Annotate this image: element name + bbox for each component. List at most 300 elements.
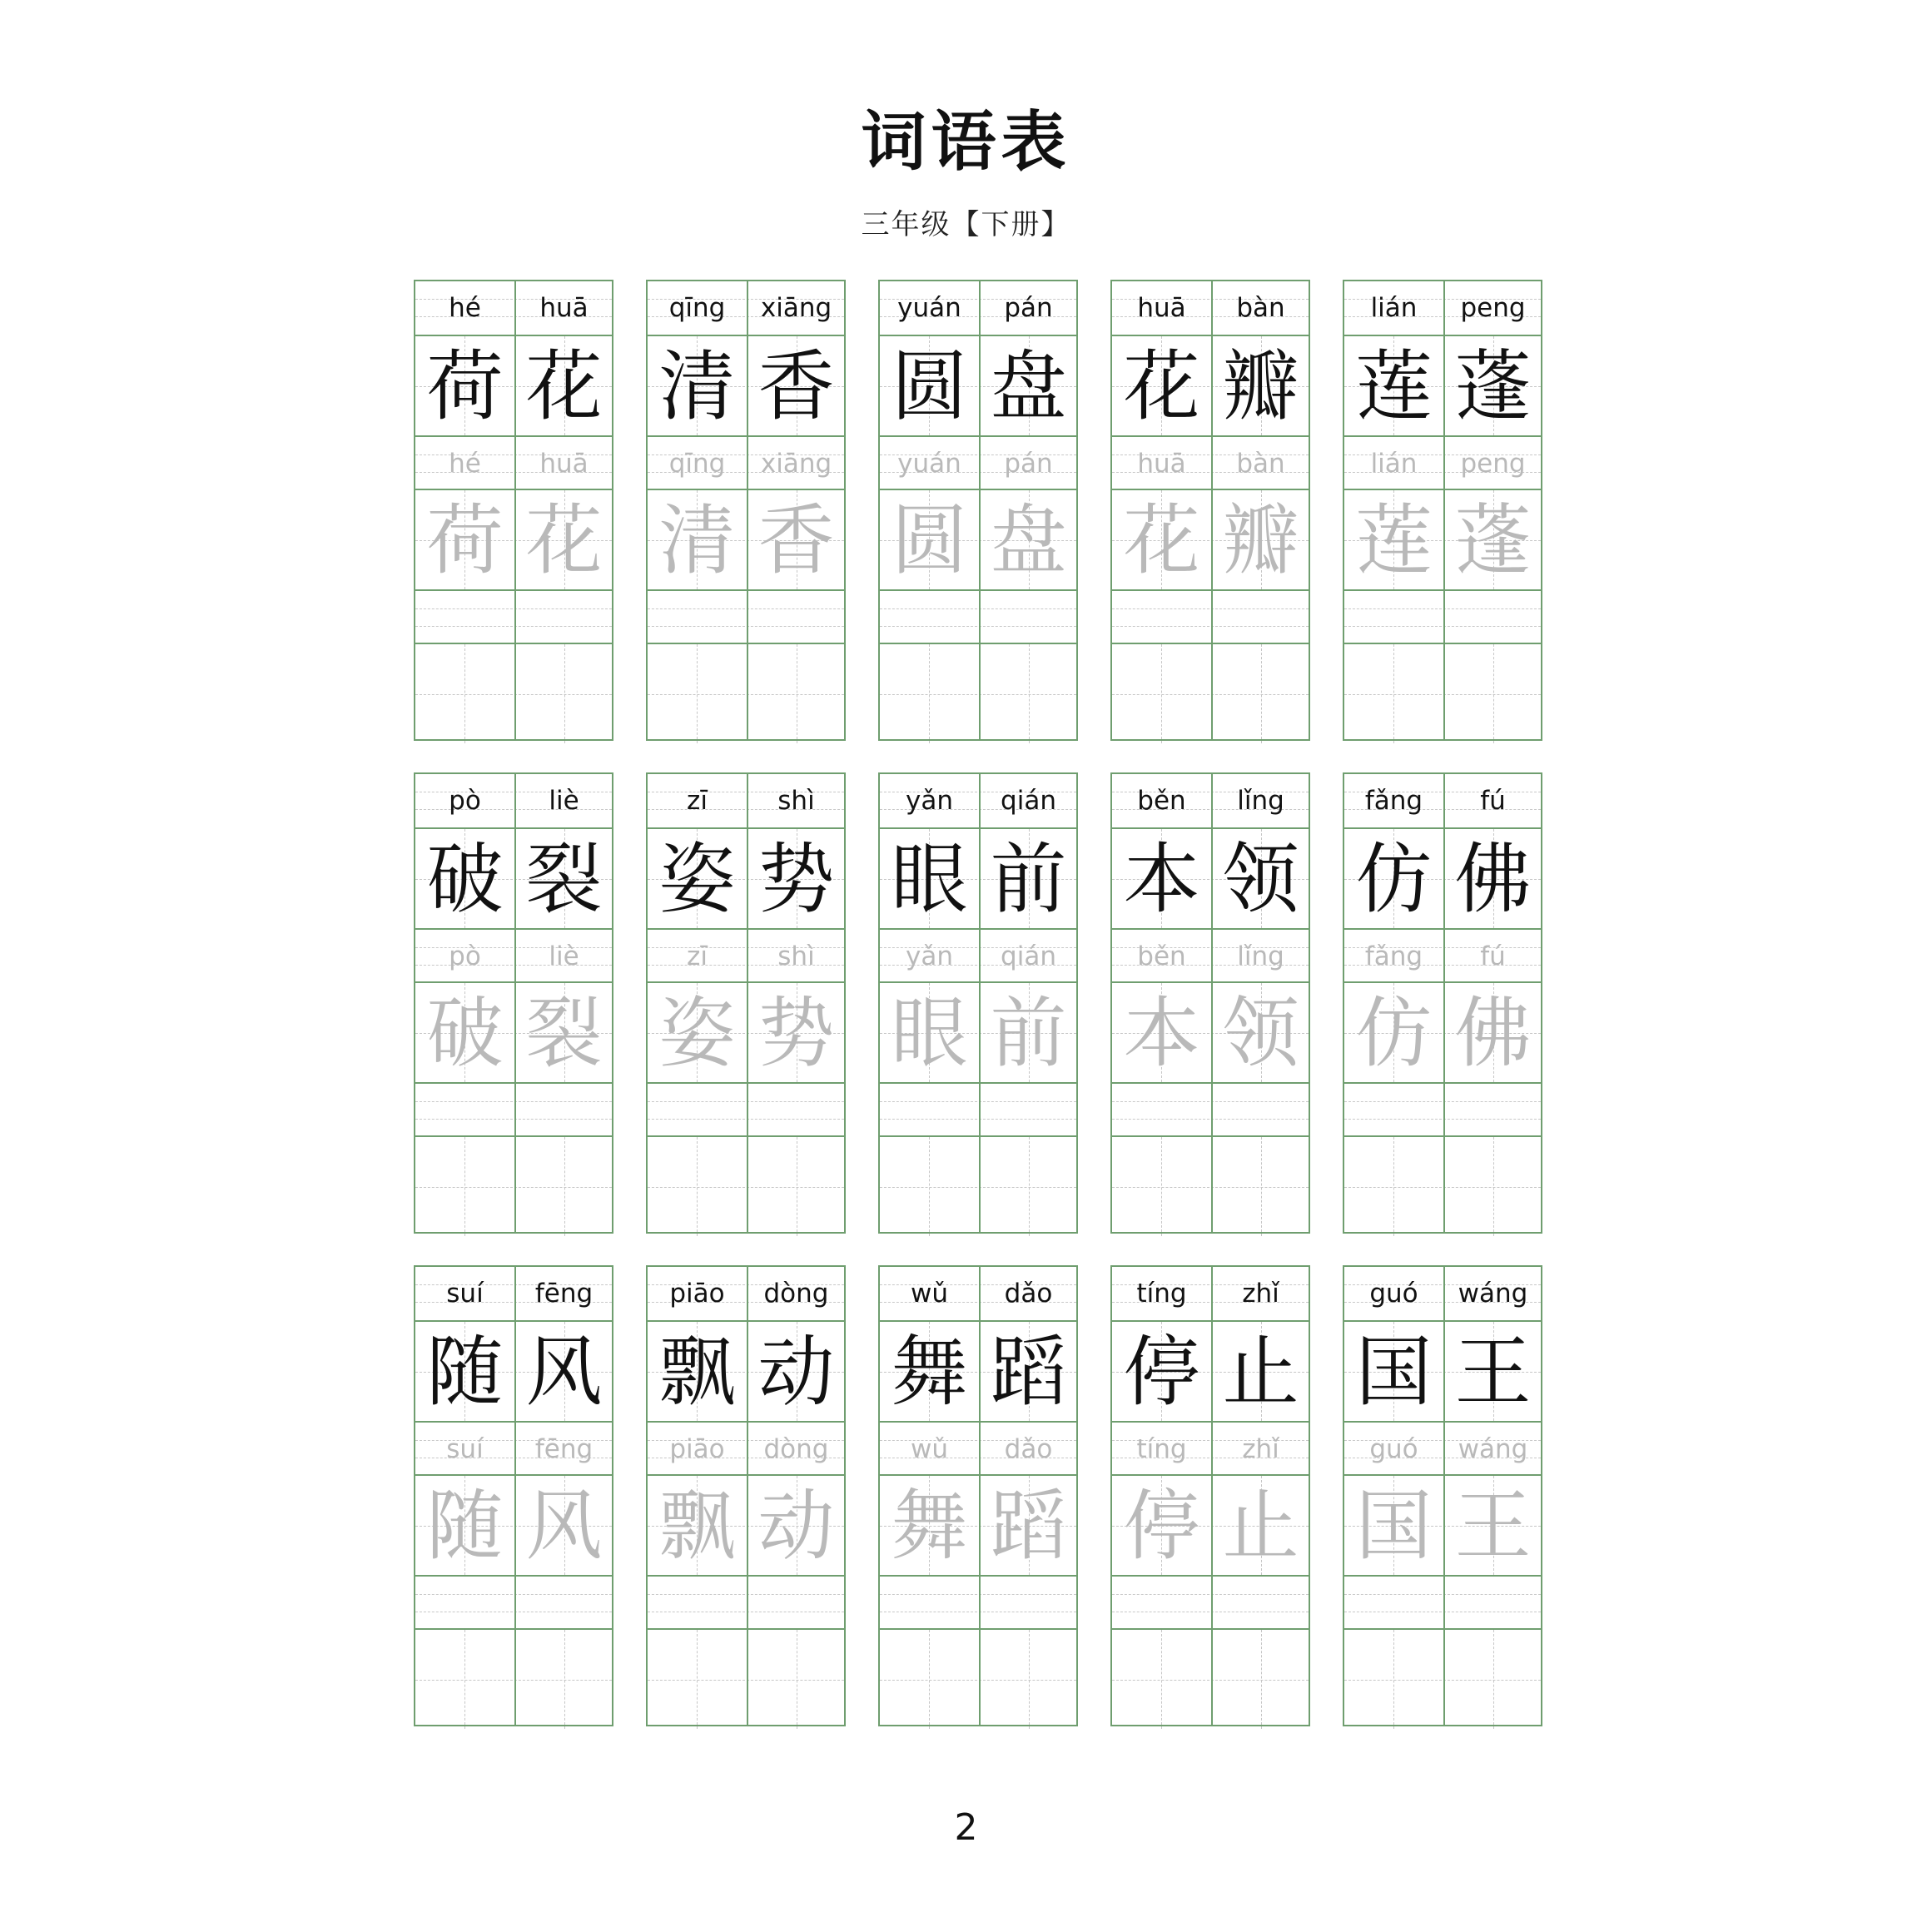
pinyin-guide-line: [415, 1594, 612, 1595]
column-divider: [979, 1267, 981, 1725]
character-row: [880, 981, 1076, 1082]
character-row[interactable]: [415, 643, 612, 743]
pinyin-row[interactable]: [648, 589, 844, 643]
pinyin-label: lián: [1370, 293, 1418, 323]
column-divider: [747, 1267, 748, 1725]
character-row: [648, 827, 844, 928]
hanzi-trace: 飘: [658, 1482, 736, 1571]
hanzi-character: 风: [525, 1328, 603, 1417]
hanzi-character: 眼: [891, 835, 968, 924]
character-row: [415, 1474, 612, 1575]
cross-guide-vertical: [1161, 1630, 1162, 1729]
cross-guide-horizontal: [415, 1680, 612, 1681]
pinyin-guide-line: [1344, 1594, 1541, 1595]
hanzi-character: 佛: [1454, 835, 1532, 924]
cross-guide-vertical: [697, 644, 698, 743]
pinyin-label: běn: [1137, 786, 1186, 816]
pinyin-guide-line: [1112, 608, 1309, 609]
character-row: [1112, 489, 1309, 589]
pinyin-label: peng: [1460, 293, 1526, 323]
pinyin-row: [1112, 435, 1309, 489]
word-card: [414, 772, 613, 1234]
character-row: [415, 827, 612, 928]
word-card: [878, 772, 1078, 1234]
cross-guide-vertical: [1161, 644, 1162, 743]
page-number: 2: [954, 1806, 978, 1849]
pinyin-trace: bàn: [1236, 449, 1285, 479]
cross-guide-vertical: [929, 1630, 930, 1729]
hanzi-trace: 破: [426, 989, 504, 1078]
pinyin-guide-line: [648, 1119, 844, 1120]
pinyin-guide-line: [1112, 1101, 1309, 1102]
character-row[interactable]: [880, 643, 1076, 743]
hanzi-trace: 莲: [1355, 496, 1433, 585]
character-row[interactable]: [1344, 1135, 1541, 1236]
word-card: [1343, 1265, 1542, 1726]
pinyin-row: [1344, 1421, 1541, 1474]
hanzi-trace: 本: [1123, 989, 1200, 1078]
hanzi-character: 停: [1123, 1328, 1200, 1417]
hanzi-character: 飘: [658, 1328, 736, 1417]
pinyin-row: [415, 281, 612, 335]
hanzi-character: 止: [1222, 1328, 1299, 1417]
character-row: [648, 335, 844, 435]
column-divider: [1211, 774, 1213, 1232]
hanzi-trace: 佛: [1454, 989, 1532, 1078]
pinyin-row: [1344, 435, 1541, 489]
character-row: [415, 981, 612, 1082]
pinyin-row[interactable]: [415, 589, 612, 643]
character-row[interactable]: [880, 1135, 1076, 1236]
pinyin-label: yǎn: [906, 786, 953, 816]
hanzi-character: 蓬: [1454, 342, 1532, 431]
cross-guide-vertical: [1493, 1137, 1494, 1236]
pinyin-label: lǐng: [1237, 786, 1284, 816]
pinyin-label: fú: [1480, 786, 1506, 816]
cross-guide-vertical: [929, 1137, 930, 1236]
pinyin-row: [1112, 928, 1309, 981]
pinyin-row[interactable]: [880, 589, 1076, 643]
hanzi-trace: 眼: [891, 989, 968, 1078]
pinyin-label: yuán: [897, 293, 961, 323]
pinyin-row: [1112, 281, 1309, 335]
cross-guide-horizontal: [415, 1187, 612, 1188]
cross-guide-vertical: [464, 1630, 465, 1729]
cross-guide-vertical: [1261, 644, 1262, 743]
pinyin-label: shì: [777, 786, 815, 816]
hanzi-character: 花: [1123, 342, 1200, 431]
column-divider: [979, 281, 981, 739]
pinyin-label: zhǐ: [1242, 1279, 1279, 1309]
pinyin-trace: hé: [449, 449, 481, 479]
pinyin-trace: qīng: [668, 449, 726, 479]
character-row: [648, 981, 844, 1082]
column-divider: [514, 1267, 516, 1725]
word-card: [1110, 1265, 1310, 1726]
character-row: [415, 335, 612, 435]
word-card: [878, 1265, 1078, 1726]
hanzi-trace: 风: [525, 1482, 603, 1571]
hanzi-character: 舞: [891, 1328, 968, 1417]
cross-guide-vertical: [697, 1137, 698, 1236]
cross-guide-vertical: [1261, 1137, 1262, 1236]
character-row: [1112, 1474, 1309, 1575]
pinyin-label: wáng: [1458, 1279, 1528, 1309]
pinyin-row[interactable]: [1344, 1082, 1541, 1135]
pinyin-trace: yǎn: [906, 941, 953, 971]
pinyin-label: qīng: [668, 293, 726, 323]
hanzi-character: 圆: [891, 342, 968, 431]
hanzi-character: 香: [757, 342, 835, 431]
pinyin-row: [415, 774, 612, 827]
pinyin-row[interactable]: [880, 1575, 1076, 1628]
pinyin-guide-line: [1344, 608, 1541, 609]
character-row: [880, 1320, 1076, 1421]
character-row: [1344, 335, 1541, 435]
cross-guide-vertical: [1493, 644, 1494, 743]
hanzi-trace: 动: [757, 1482, 835, 1571]
pinyin-label: huā: [539, 293, 589, 323]
column-divider: [1211, 1267, 1213, 1725]
pinyin-guide-line: [880, 1594, 1076, 1595]
pinyin-row: [880, 928, 1076, 981]
pinyin-trace: huā: [1137, 449, 1186, 479]
page-subtitle: 三年级【下册】: [861, 208, 1071, 241]
hanzi-trace: 王: [1454, 1482, 1532, 1571]
cross-guide-vertical: [1493, 1630, 1494, 1729]
cross-guide-horizontal: [1112, 1187, 1309, 1188]
pinyin-trace: xiāng: [760, 449, 832, 479]
character-row: [1112, 827, 1309, 928]
character-row: [1344, 1474, 1541, 1575]
hanzi-trace: 前: [990, 989, 1067, 1078]
hanzi-trace: 香: [757, 496, 835, 585]
pinyin-trace: suí: [446, 1434, 484, 1464]
character-row: [1344, 827, 1541, 928]
cross-guide-vertical: [1029, 644, 1030, 743]
column-divider: [1443, 1267, 1445, 1725]
pinyin-guide-line: [648, 608, 844, 609]
word-card: [414, 280, 613, 741]
character-row[interactable]: [1112, 643, 1309, 743]
pinyin-guide-line: [648, 1594, 844, 1595]
cross-guide-vertical: [564, 1137, 565, 1236]
character-row[interactable]: [648, 1628, 844, 1729]
cross-guide-vertical: [464, 644, 465, 743]
hanzi-character: 盘: [990, 342, 1067, 431]
pinyin-trace: zī: [687, 941, 708, 971]
hanzi-trace: 国: [1355, 1482, 1433, 1571]
pinyin-trace: guó: [1369, 1434, 1418, 1464]
pinyin-row: [415, 1267, 612, 1320]
cross-guide-horizontal: [648, 694, 844, 695]
character-row: [880, 827, 1076, 928]
word-card: [646, 1265, 846, 1726]
word-card: [1343, 280, 1542, 741]
pinyin-guide-line: [1344, 626, 1541, 627]
pinyin-row[interactable]: [1112, 1082, 1309, 1135]
character-row[interactable]: [648, 1135, 844, 1236]
pinyin-label: qián: [1001, 786, 1056, 816]
pinyin-guide-line: [1112, 626, 1309, 627]
pinyin-label: hé: [449, 293, 481, 323]
pinyin-row[interactable]: [1112, 1575, 1309, 1628]
pinyin-label: xiāng: [760, 293, 832, 323]
pinyin-guide-line: [415, 626, 612, 627]
pinyin-row: [648, 435, 844, 489]
pinyin-row: [1344, 928, 1541, 981]
character-row[interactable]: [648, 643, 844, 743]
pinyin-row: [415, 1421, 612, 1474]
cross-guide-horizontal: [648, 1187, 844, 1188]
cross-guide-horizontal: [1344, 1187, 1541, 1188]
column-divider: [1211, 281, 1213, 739]
cross-guide-vertical: [1161, 1137, 1162, 1236]
cross-guide-vertical: [1029, 1137, 1030, 1236]
pinyin-row[interactable]: [880, 1082, 1076, 1135]
column-divider: [979, 774, 981, 1232]
character-row: [648, 1320, 844, 1421]
cross-guide-vertical: [1029, 1630, 1030, 1729]
cross-guide-horizontal: [415, 694, 612, 695]
cross-guide-vertical: [929, 644, 930, 743]
cross-guide-vertical: [1393, 644, 1394, 743]
word-card: [646, 280, 846, 741]
pinyin-trace: dòng: [763, 1434, 829, 1464]
word-card: [646, 772, 846, 1234]
hanzi-trace: 花: [525, 496, 603, 585]
cross-guide-vertical: [1261, 1630, 1262, 1729]
hanzi-trace: 圆: [891, 496, 968, 585]
pinyin-label: fēng: [534, 1279, 594, 1309]
pinyin-row[interactable]: [415, 1082, 612, 1135]
column-divider: [1443, 774, 1445, 1232]
character-row: [1112, 981, 1309, 1082]
pinyin-guide-line: [648, 1101, 844, 1102]
hanzi-character: 裂: [525, 835, 603, 924]
cross-guide-horizontal: [880, 1680, 1076, 1681]
pinyin-row: [1112, 1267, 1309, 1320]
hanzi-character: 姿: [658, 835, 736, 924]
character-row: [1112, 335, 1309, 435]
pinyin-label: pò: [449, 786, 481, 816]
pinyin-guide-line: [880, 608, 1076, 609]
pinyin-row: [880, 774, 1076, 827]
cross-guide-horizontal: [1344, 694, 1541, 695]
pinyin-row: [1344, 774, 1541, 827]
cross-guide-vertical: [464, 1137, 465, 1236]
hanzi-character: 势: [757, 835, 835, 924]
hanzi-trace: 蓬: [1454, 496, 1532, 585]
pinyin-label: suí: [446, 1279, 484, 1309]
character-row: [1344, 489, 1541, 589]
hanzi-character: 国: [1355, 1328, 1433, 1417]
pinyin-row: [1112, 1421, 1309, 1474]
pinyin-trace: pán: [1004, 449, 1053, 479]
word-card: [878, 280, 1078, 741]
hanzi-trace: 舞: [891, 1482, 968, 1571]
character-row[interactable]: [1344, 643, 1541, 743]
pinyin-guide-line: [648, 626, 844, 627]
pinyin-label: tíng: [1136, 1279, 1187, 1309]
column-divider: [747, 774, 748, 1232]
character-row[interactable]: [415, 1628, 612, 1729]
character-row: [880, 489, 1076, 589]
pinyin-trace: huā: [539, 449, 589, 479]
cross-guide-horizontal: [880, 1187, 1076, 1188]
hanzi-trace: 蹈: [990, 1482, 1067, 1571]
character-row: [1344, 981, 1541, 1082]
pinyin-row: [1344, 1267, 1541, 1320]
hanzi-character: 莲: [1355, 342, 1433, 431]
pinyin-trace: fēng: [534, 1434, 594, 1464]
hanzi-character: 清: [658, 342, 736, 431]
hanzi-trace: 领: [1222, 989, 1299, 1078]
page-title: 词语表: [861, 104, 1071, 180]
pinyin-trace: lǐng: [1237, 941, 1284, 971]
hanzi-trace: 盘: [990, 496, 1067, 585]
pinyin-row[interactable]: [1344, 1575, 1541, 1628]
hanzi-character: 王: [1454, 1328, 1532, 1417]
character-row: [415, 489, 612, 589]
pinyin-trace: wáng: [1458, 1434, 1528, 1464]
hanzi-character: 破: [426, 835, 504, 924]
pinyin-trace: qián: [1001, 941, 1056, 971]
cross-guide-vertical: [564, 644, 565, 743]
pinyin-label: huā: [1137, 293, 1186, 323]
word-card: [1110, 280, 1310, 741]
character-row: [1344, 1320, 1541, 1421]
hanzi-character: 蹈: [990, 1328, 1067, 1417]
hanzi-trace: 荷: [426, 496, 504, 585]
hanzi-character: 动: [757, 1328, 835, 1417]
column-divider: [1443, 281, 1445, 739]
pinyin-guide-line: [1344, 1101, 1541, 1102]
pinyin-label: wǔ: [910, 1279, 948, 1309]
cross-guide-vertical: [697, 1630, 698, 1729]
column-divider: [514, 774, 516, 1232]
character-row[interactable]: [415, 1135, 612, 1236]
pinyin-row: [648, 281, 844, 335]
hanzi-trace: 随: [426, 1482, 504, 1571]
hanzi-trace: 止: [1222, 1482, 1299, 1571]
pinyin-guide-line: [1344, 1119, 1541, 1120]
word-card: [1110, 772, 1310, 1234]
pinyin-row: [648, 1421, 844, 1474]
character-row: [880, 335, 1076, 435]
pinyin-trace: liè: [549, 941, 579, 971]
cross-guide-vertical: [564, 1630, 565, 1729]
cross-guide-vertical: [1393, 1630, 1394, 1729]
pinyin-guide-line: [415, 1101, 612, 1102]
pinyin-guide-line: [415, 608, 612, 609]
character-row[interactable]: [1112, 1135, 1309, 1236]
column-divider: [747, 281, 748, 739]
pinyin-label: zī: [687, 786, 708, 816]
hanzi-character: 荷: [426, 342, 504, 431]
pinyin-row: [880, 281, 1076, 335]
pinyin-row: [880, 435, 1076, 489]
hanzi-character: 领: [1222, 835, 1299, 924]
pinyin-row[interactable]: [648, 1575, 844, 1628]
pinyin-row[interactable]: [1112, 589, 1309, 643]
pinyin-trace: wǔ: [910, 1434, 948, 1464]
hanzi-trace: 花: [1123, 496, 1200, 585]
character-row[interactable]: [1344, 1628, 1541, 1729]
pinyin-label: piāo: [669, 1279, 725, 1309]
hanzi-character: 前: [990, 835, 1067, 924]
hanzi-character: 本: [1123, 835, 1200, 924]
character-row: [648, 1474, 844, 1575]
pinyin-trace: fú: [1480, 941, 1506, 971]
pinyin-trace: tíng: [1136, 1434, 1187, 1464]
pinyin-guide-line: [415, 1119, 612, 1120]
hanzi-character: 仿: [1355, 835, 1433, 924]
pinyin-label: guó: [1369, 1279, 1418, 1309]
pinyin-row[interactable]: [648, 1082, 844, 1135]
cross-guide-horizontal: [1112, 1680, 1309, 1681]
pinyin-row: [880, 1421, 1076, 1474]
pinyin-trace: zhǐ: [1242, 1434, 1279, 1464]
character-row: [1112, 1320, 1309, 1421]
pinyin-trace: pò: [449, 941, 481, 971]
hanzi-trace: 裂: [525, 989, 603, 1078]
hanzi-trace: 势: [757, 989, 835, 1078]
cross-guide-horizontal: [880, 694, 1076, 695]
hanzi-character: 花: [525, 342, 603, 431]
column-divider: [514, 281, 516, 739]
pinyin-row: [648, 1267, 844, 1320]
hanzi-trace: 瓣: [1222, 496, 1299, 585]
pinyin-trace: piāo: [669, 1434, 725, 1464]
hanzi-trace: 停: [1123, 1482, 1200, 1571]
pinyin-trace: běn: [1137, 941, 1186, 971]
hanzi-character: 瓣: [1222, 342, 1299, 431]
pinyin-trace: yuán: [897, 449, 961, 479]
pinyin-guide-line: [1112, 1594, 1309, 1595]
pinyin-trace: peng: [1460, 449, 1526, 479]
character-row: [415, 1320, 612, 1421]
pinyin-trace: fǎng: [1364, 941, 1423, 971]
pinyin-label: liè: [549, 786, 579, 816]
pinyin-label: dòng: [763, 1279, 829, 1309]
pinyin-guide-line: [880, 626, 1076, 627]
hanzi-character: 随: [426, 1328, 504, 1417]
pinyin-label: dǎo: [1004, 1279, 1053, 1309]
word-card: [414, 1265, 613, 1726]
word-card: [1343, 772, 1542, 1234]
pinyin-trace: dǎo: [1004, 1434, 1053, 1464]
pinyin-row: [880, 1267, 1076, 1320]
pinyin-label: bàn: [1236, 293, 1285, 323]
pinyin-row: [415, 928, 612, 981]
pinyin-guide-line: [880, 1101, 1076, 1102]
character-row[interactable]: [880, 1628, 1076, 1729]
cross-guide-vertical: [1393, 1137, 1394, 1236]
hanzi-trace: 仿: [1355, 989, 1433, 1078]
pinyin-row[interactable]: [415, 1575, 612, 1628]
hanzi-trace: 姿: [658, 989, 736, 1078]
pinyin-trace: shì: [777, 941, 815, 971]
character-row[interactable]: [1112, 1628, 1309, 1729]
cross-guide-horizontal: [648, 1680, 844, 1681]
character-row: [648, 489, 844, 589]
pinyin-label: pán: [1004, 293, 1053, 323]
pinyin-row[interactable]: [1344, 589, 1541, 643]
pinyin-row: [648, 928, 844, 981]
pinyin-row: [648, 774, 844, 827]
pinyin-trace: lián: [1370, 449, 1418, 479]
